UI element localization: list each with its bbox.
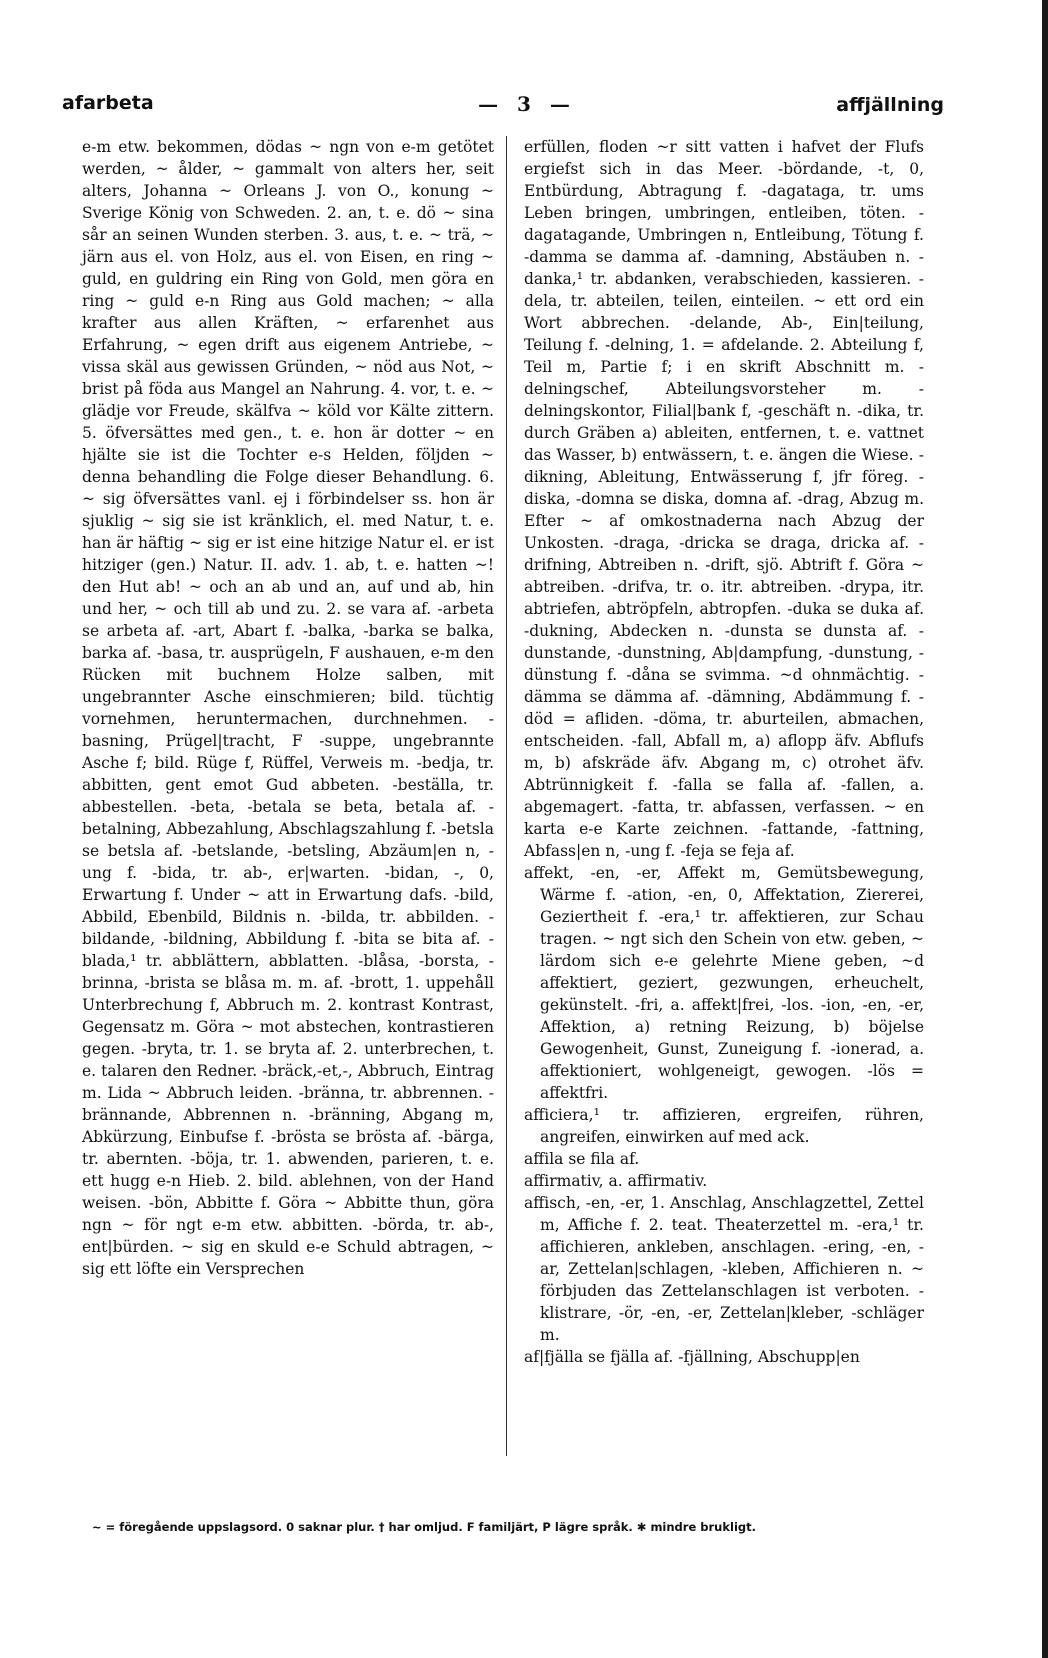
- left-guide-word: afarbeta: [62, 92, 154, 114]
- entry-affisch: affisch, -en, -er, 1. Anschlag, Anschlagzettel, Zettel m, Affiche f. 2. teat. Theaterzettel m. -era,¹ tr. affichieren, ankleben, anschlagen. -ering, -en, -ar, Zettelan|schlagen, -kleben, Affichieren n. ~ förbjuden das Zettelanschlagen ist verboten. -klistrare, -ör, -en, -er, Zettelan|kleber, -schläger m.: [524, 1194, 924, 1344]
- left-column: [82, 136, 494, 1280]
- page-number: — 3 —: [478, 92, 576, 116]
- left-column-text: e-m etw. bekommen, dödas ~ ngn von e-m getötet werden, ~ ålder, ~ gammalt von alters her, seit alters, Johanna ~ Orleans J. von O., konung ~ Sverige König von Schweden. 2. an, t. e. dö ~ sina sår an seinen Wunden sterben. 3. aus, t. e. ~ trä, ~ järn aus el. von Holz, aus el. von Eisen, en ring ~ guld, en guldring ein Ring von Gold, men göra en ring ~ guld e-n Ring aus Gold machen; ~ alla krafter aus allen Kräften, ~ erfarenhet aus Erfahrung, ~ egen drift aus eigenem Antriebe, ~ vissa skäl aus gewissen Gründen, ~ nöd aus Not, ~ brist på föda aus Mangel an Nahrung. 4. vor, t. e. ~ glädje vor Freude, skälfva ~ köld vor Kälte zittern. 5. öfversättes med gen., t. e. hon är dotter ~ en hjälte sie ist die Tochter e-s Helden, följden ~ denna behandling die Folge dieser Behandlung. 6. ~ sig öfversättes vanl. ej i förbindelser ss. hon är sjuklig ~ sig sie ist kränklich, el. med Natur, t. e. han är häftig ~ sig er ist eine hitzige Natur el. er ist hitziger (gen.) Natur. II. adv. 1. ab, t. e. hatten ~! den Hut ab! ~ och an ab und an, auf und ab, hin und her, ~ och till ab und zu. 2. se vara af. -arbeta se arbeta af. -art, Abart f. -balka, -barka se balka, barka af. -basa, tr. ausprügeln, F aushauen, e-m den Rücken mit buchnem Holze salben, mit ungebrannter Asche einschmieren; bild. tüchtig vornehmen, heruntermachen, durchnehmen. -basning, Prügel|tracht, F -suppe, ungebrannte Asche f; bild. Rüge f, Rüffel, Verweis m. -bedja, tr. abbitten, gent emot Gud abbeten. -beställa, tr. abbestellen. -beta, -betala se beta, betala af. -betalning, Abbezahlung, Abschlagszahlung f. -betsla se betsla af. -betslande, -betsling, Abzäum|en n, -ung f. -bida, tr. ab-, er|warten. -bidan, -, 0, Erwartung f. Under ~ att in Erwartung dafs. -bild, Abbild, Ebenbild, Bildnis n. -bilda, tr. abbilden. -bildande, -bildning, Abbildung f. -bita se bita af. -blada,¹ tr. abblättern, abblatten. -blåsa, -borsta, -brinna, -brista se blåsa m. m. af. -brott, 1. uppehåll Unterbrechung f, Abbruch m. 2. kontrast Kontrast, Gegensatz m. Göra ~ mot abstechen, kontrastieren gegen. -bryta, tr. 1. se bryta af. 2. unterbrechen, t. e. talaren den Redner. -bräck,-et,-, Abbruch, Eintrag m. Lida ~ Abbruch leiden. -bränna, tr. abbrennen. -brännande, Abbrennen n. -bränning, Abgang m, Abkürzung, Einbufse f. -brösta se brösta af. -bärga, tr. abernten. -böja, tr. 1. abwenden, parieren, t. e. ett hugg e-n Hieb. 2. bild. ablehnen, von der Hand weisen. -bön, Abbitte f. Göra ~ Abbitte thun, göra ngn ~ för ngt e-m etw. abbitten. -börda, tr. ab-, ent|bürden. ~ sig en skuld e-e Schuld abtragen, ~ sig ett löfte ein Versprechen: [82, 138, 494, 1278]
- entry-affirmativ: affirmativ, a. affirmativ.: [524, 1172, 708, 1190]
- entry-afficiera: afficiera,¹ tr. affizieren, ergreifen, rühren, angreifen, einwirken auf med ack.: [524, 1106, 924, 1146]
- entry-affila: affila se fila af.: [524, 1150, 640, 1168]
- legend-footer: ~ = föregående uppslagsord. 0 saknar plur. † har omljud. F familjärt, P lägre språk. ✱ mindre brukligt.: [92, 1520, 756, 1534]
- right-guide-word: affjällning: [836, 94, 944, 116]
- entry-affjalla: af|fjälla se fjälla af. -fjällning, Abschupp|en: [524, 1348, 860, 1366]
- column-divider: [506, 136, 507, 1456]
- entry-continuation: erfüllen, floden ~r sitt vatten i hafvet der Flufs ergiefst sich in das Meer. -bördande, -t, 0, Entbürdung, Abtragung f. -dagataga, tr. ums Leben bringen, umbringen, entleiben, töten. -dagatagande, Umbringen n, Entleibung, Tötung f. -damma se damma af. -damning, Abstäuben n. -danka,¹ tr. abdanken, verabschieden, kassieren. -dela, tr. abteilen, teilen, einteilen. ~ ett ord ein Wort abbrechen. -delande, Ab-, Ein|teilung, Teilung f. -delning, 1. = afdelande. 2. Abteilung f, Teil m, Partie f; i en skrift Abschnitt m. -delningschef, Abteilungsvorsteher m. -delningskontor, Filial|bank f, -geschäft n. -dika, tr. durch Gräben a) ableiten, entfernen, t. e. vattnet das Wasser, b) entwässern, t. e. ängen die Wiese. -dikning, Ableitung, Entwässerung f, jfr föreg. -diska, -domna se diska, domna af. -drag, Abzug m. Efter ~ af omkostnaderna nach Abzug der Unkosten. -draga, -dricka se draga, dricka af. -drifning, Abtreiben n. -drift, sjö. Abtrift f. Göra ~ abtreiben. -drifva, tr. o. itr. abtreiben. -drypa, itr. abtriefen, abtröpfeln, abtropfen. -duka se duka af. -dukning, Abdecken n. -dunsta se dunsta af. -dunstande, -dunstning, Ab|dampfung, -dunstung, -dünstung f. -dåna se svimma. ~d ohnmächtig. -dämma se dämma af. -dämning, Abdämmung f. -död = afliden. -döma, tr. aburteilen, abmachen, entscheiden. -fall, Abfall m, a) aflopp äfv. Abflufs m, b) afskräde äfv. Abgang m, c) otrohet äfv. Abtrünnigkeit f. -falla se falla af. -fallen, a. abgemagert. -fatta, tr. abfassen, verfassen. ~ en karta e-e Karte zeichnen. -fattande, -fattning, Abfass|en n, -ung f. -feja se feja af.: [524, 138, 924, 860]
- page-edge: [1042, 0, 1048, 1658]
- entry-affekt: affekt, -en, -er, Affekt m, Gemütsbewegung, Wärme f. -ation, -en, 0, Affektation, Ziererei, Geziertheit f. -era,¹ tr. affektieren, zur Schau tragen. ~ ngt sich den Schein von etw. geben, ~ lärdom sich e-e gelehrte Miene geben, ~d affektiert, geziert, gezwungen, erheuchelt, gekünstelt. -fri, a. affekt|frei, -los. -ion, -en, -er, Affektion, a) retning Reizung, b) böjelse Gewogenheit, Gunst, Zuneigung f. -ionerad, a. affektioniert, wohlgeneigt, gewogen. -lös = affektfri.: [524, 864, 924, 1102]
- right-column: [524, 136, 924, 1368]
- page-header: [62, 92, 942, 122]
